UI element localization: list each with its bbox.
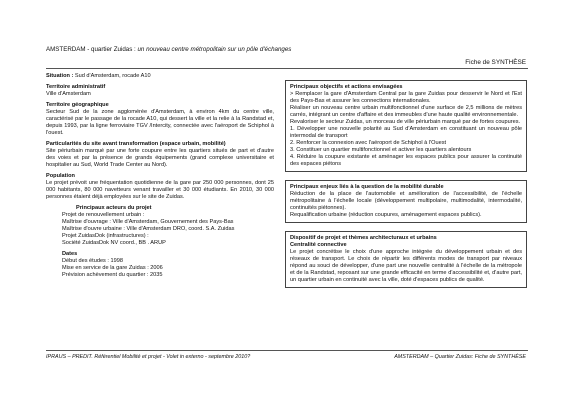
acteurs-title: Principaux acteurs du projet (76, 204, 152, 211)
objectifs-box (285, 80, 527, 172)
enjeux-line: Réduction de la place de l'automobile et amélioration de l'accessibilité, de l'échelle métropolitaine à l'échelle locale (développement multipolaire, multimodalité, intermodalité, continuités piétonnes). (290, 190, 522, 211)
particularites-text: Site périurbain marqué par une forte coupure entre les quartiers situés de part et d'autre des voies et par la présence de grands équipements (grand complexe universitaire et hospitalier au Sud, World Trade Center au Nord). (46, 147, 274, 168)
population-text: Le projet prévoit une fréquentation quotidienne de la gare par 250 000 personnes, dont 25 000 habitants, 80 000 navetteurs venant travailler et 30 000 étudiants. En 2010, 30 000 personnes étaient déjà employées sur le site de Zuidas. (46, 179, 274, 200)
acteurs-line: Projet ZuidasDok (infrastructures) : (62, 232, 149, 239)
objectifs-line: Revaloriser le secteur Zuidas, un morceau de ville périurbain marqué par de fortes coupures. (290, 118, 521, 125)
enjeux-box (285, 180, 527, 223)
dispositif-text: Le projet concrétise le choix d'une approche intégrée du développement urbain et des réseaux de transport. Le choix de répartir les différents modes de transport par niveaux répond au souci de développer, d'une part une nouvelle centralité à l'échelle de la métropole et de la Randstad, reposant sur une grande efficacité en terme d'accessibilité et, d'autre part, un quartier urbain en continuité avec la ville, doté d'espaces publics de qualité. (290, 248, 522, 283)
footer-left: IPRAUS – PREDIT. Référentiel Mobilité et projet - Volet in externo - septembre 2010? (46, 354, 251, 360)
title-main: AMSTERDAM - quartier Zuidas : (46, 46, 138, 53)
acteurs-line: Maîtrise d'ouvrage : Ville d'Amsterdam, Gouvernement des Pays-Bas (62, 218, 234, 225)
footer-right: AMSTERDAM – Quartier Zuidas: Fiche de SYNTHÈSE (394, 354, 526, 360)
dates-line: Début des études : 1998 (62, 257, 123, 264)
fiche-label: Fiche de SYNTHÈSE (465, 59, 526, 66)
particularites-label: Particularités du site avant transformation (espace urbain, mobilité) (46, 140, 226, 147)
objectifs-line: 2. Renforcer la connexion avec l'aéroport de Schiphol à l'Ouest (290, 139, 447, 146)
particularites-block (46, 141, 274, 169)
dispositif-subtitle: Centralité connective (290, 241, 347, 248)
acteurs-line: Projet de renouvellement urbain : (62, 211, 145, 218)
enjeux-line: Requalification urbaine (réduction coupures, aménagement espaces publics). (290, 211, 482, 218)
objectifs-line: 4. Réduire la coupure existante et aménager les espaces publics pour assurer la continuité des espaces piétons (290, 153, 522, 167)
right-column (285, 80, 527, 296)
territoire-admin-value: Ville d'Amsterdam (46, 90, 91, 97)
territoire-geo-block (46, 102, 274, 137)
header-divider (46, 68, 528, 69)
dates-line: Prévision achèvement du quartier : 2035 (62, 271, 163, 278)
document-title (46, 46, 291, 54)
title-subtitle: un nouveau centre métropolitain sur un pôle d'échanges (137, 46, 292, 53)
territoire-geo-text: Secteur Sud de la zone agglomérée d'Amsterdam, à environ 4km du centre ville, caractérisé par le passage de la rocade A10, qui dessert la ville et la relie à la Randstad et, depuis 1993, par la ligne ferroviaire TGV /Intercity, connectée avec l'aéroport de Schiphol à l'ouest. (46, 108, 274, 136)
left-column (46, 73, 274, 279)
population-label: Population (46, 172, 75, 179)
objectifs-line: Réaliser un nouveau centre urbain multifonctionnel d'une surface de 2,5 millions de mètres carrés, intégrant un centre d'affaire et des immeubles d'une haute qualité environnementale. (290, 104, 522, 118)
population-block (46, 173, 274, 201)
dates-title: Dates (62, 250, 78, 257)
territoire-geo-label: Territoire géographique (46, 101, 109, 108)
situation-value: Sud d'Amsterdam, rocade A10 (73, 73, 151, 79)
acteurs-line: Société ZuidasDok NV coord., BB . ARUP (62, 239, 166, 246)
acteurs-block (62, 205, 274, 247)
objectifs-line: 1. Développer une nouvelle polarité au Sud d'Amsterdam en constituant un nouveau pôle intermodal de transport (290, 125, 522, 139)
situation-label: Situation : (46, 73, 74, 79)
acteurs-line: Maîtrise d'ouvre urbaine : Ville d'Amsterdam DRO, coord. S.A. Zuidas (62, 225, 235, 232)
dates-block (62, 251, 274, 279)
territoire-admin-block (46, 84, 274, 98)
dispositif-box (285, 231, 527, 288)
objectifs-line: 3. Constituer un quartier multifonctionnel et activer les quartiers alentours (290, 146, 472, 153)
objectifs-line: > Remplacer la gare d'Amsterdam Central par la gare Zuidas pour desservir le Nord et l'Est des Pays-Bas et assurer les connections internationales. (290, 90, 522, 104)
dispositif-title: Dispositif de projet et thèmes architecturaux et urbains (290, 234, 437, 241)
footer-divider (46, 350, 528, 351)
territoire-admin-label: Territoire administratif (46, 83, 106, 90)
enjeux-title: Principaux enjeux liés à la question de la mobilité durable (290, 183, 444, 190)
objectifs-title: Principaux objectifs et actions envisagées (290, 84, 403, 90)
dates-line: Mise en service de la gare Zuidas : 2006 (62, 264, 163, 271)
situation-block (46, 73, 274, 80)
